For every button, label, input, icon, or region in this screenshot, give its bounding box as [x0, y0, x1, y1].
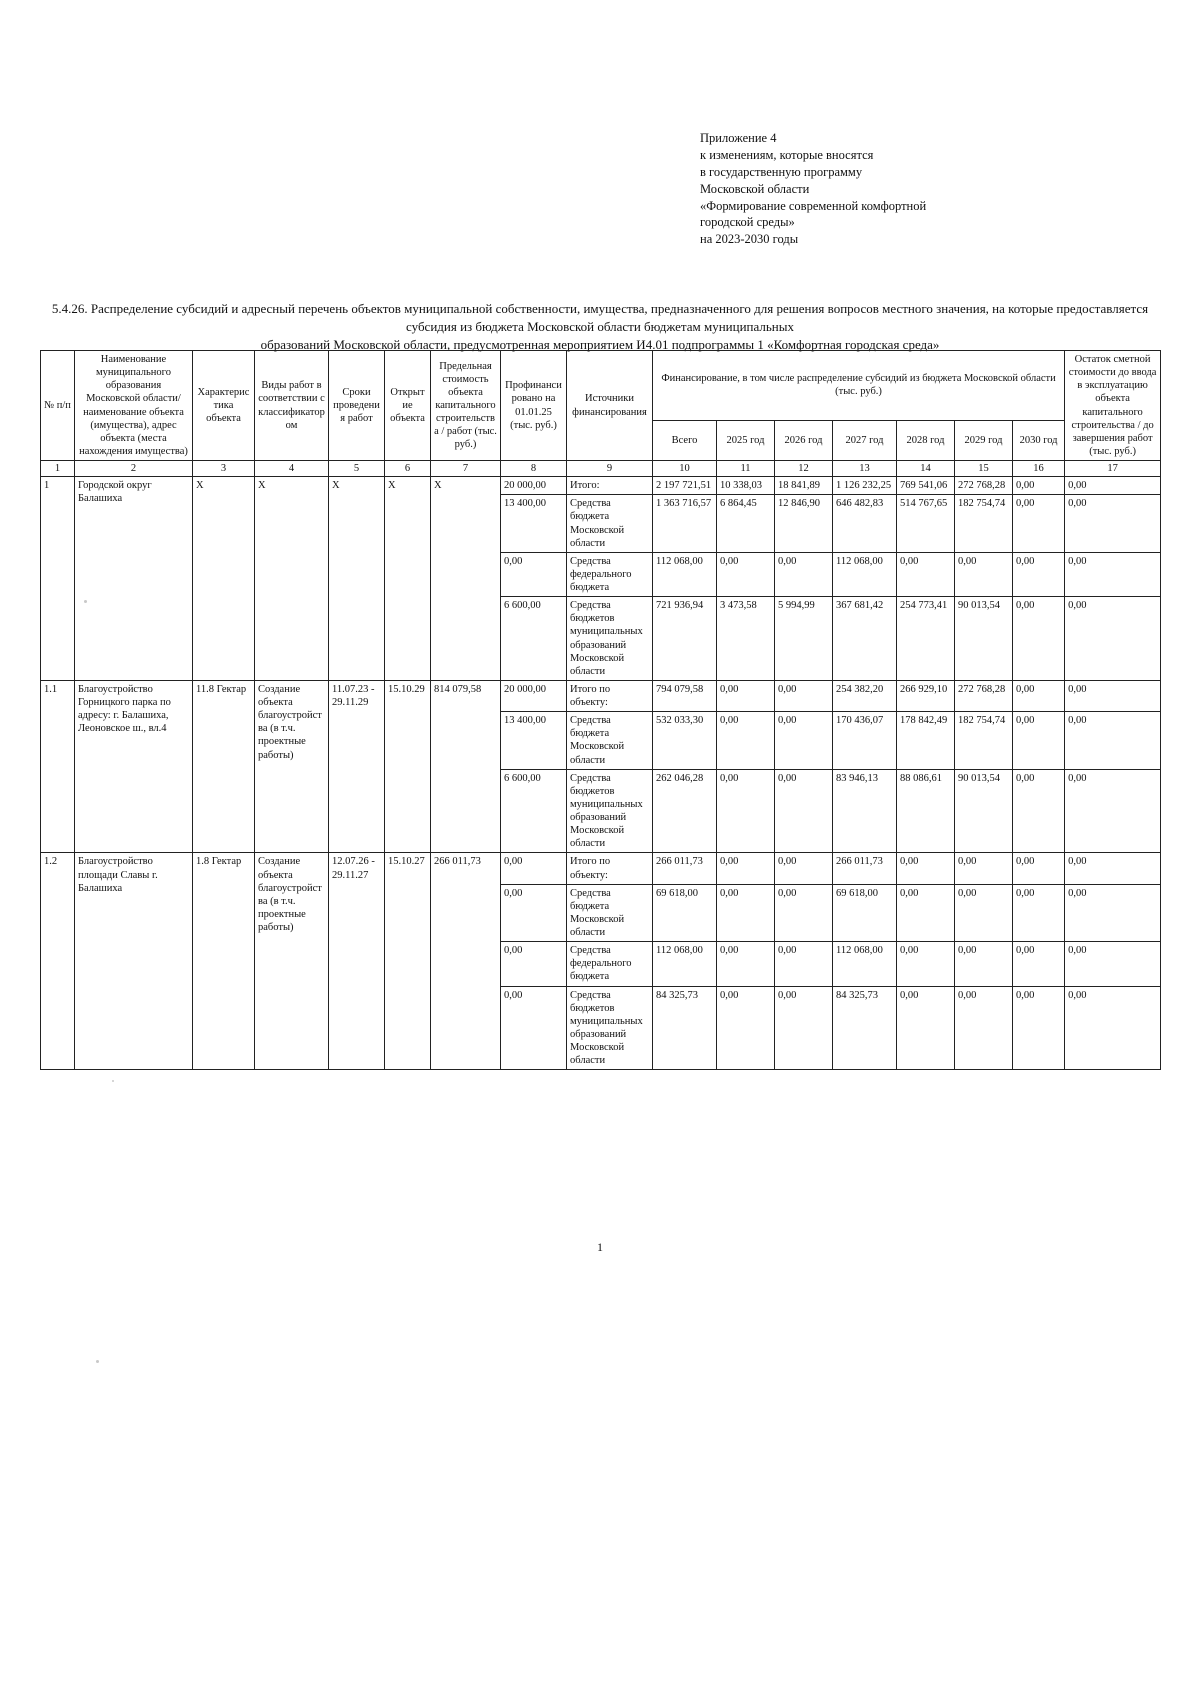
year-2026-value: 0,00: [775, 884, 833, 942]
year-2026-value: 0,00: [775, 769, 833, 853]
year-2025-value: 0,00: [717, 942, 775, 986]
year-2026-value: 0,00: [775, 552, 833, 596]
header-total: Всего: [653, 420, 717, 460]
year-2025-value: 10 338,03: [717, 477, 775, 495]
appendix-line: к изменениям, которые вносятся: [700, 147, 874, 162]
year-2029-value: 182 754,74: [955, 712, 1013, 770]
max-cost: 814 079,58: [431, 680, 501, 853]
page-number: 1: [597, 1240, 603, 1254]
year-2030-value: 0,00: [1013, 853, 1065, 884]
header-max-cost: Предельная стоимость объекта капитального строительства / работ (тыс. руб.): [431, 351, 501, 461]
year-2029-value: 90 013,54: [955, 769, 1013, 853]
header-remainder: Остаток сметной стоимости до ввода в эксплуатацию объекта капитального строительства / до завершения работ (тыс. руб.): [1065, 351, 1161, 461]
column-number: 15: [955, 461, 1013, 477]
year-2030-value: 0,00: [1013, 942, 1065, 986]
column-number: 2: [75, 461, 193, 477]
year-2028-value: 254 773,41: [897, 597, 955, 681]
year-2029-value: 0,00: [955, 942, 1013, 986]
column-number: 12: [775, 461, 833, 477]
appendix-line: городской среды»: [700, 215, 795, 230]
financing-source: Средства федерального бюджета: [567, 942, 653, 986]
column-number: 5: [329, 461, 385, 477]
year-2026-value: 12 846,90: [775, 495, 833, 553]
column-number: 1: [41, 461, 75, 477]
object-characteristic: 11.8 Гектар: [193, 680, 255, 853]
financing-source: Итого по объекту:: [567, 853, 653, 884]
year-2026-value: 0,00: [775, 853, 833, 884]
year-2030-value: 0,00: [1013, 597, 1065, 681]
year-2028-value: 0,00: [897, 942, 955, 986]
column-number-row: [41, 461, 1161, 477]
max-cost: 266 011,73: [431, 853, 501, 1070]
remainder-value: 0,00: [1065, 495, 1161, 553]
row-number: 1: [41, 477, 75, 681]
object-opening: X: [385, 477, 431, 681]
year-2027-value: 112 068,00: [833, 942, 897, 986]
year-2028-value: 769 541,06: [897, 477, 955, 495]
year-2026-value: 0,00: [775, 942, 833, 986]
row-number: 1.1: [41, 680, 75, 853]
remainder-value: 0,00: [1065, 712, 1161, 770]
remainder-value: 0,00: [1065, 884, 1161, 942]
table-body: [41, 461, 1161, 1070]
year-2030-value: 0,00: [1013, 712, 1065, 770]
year-2025-value: 6 864,45: [717, 495, 775, 553]
column-number: 10: [653, 461, 717, 477]
year-2027-value: 646 482,83: [833, 495, 897, 553]
year-2027-value: 1 126 232,25: [833, 477, 897, 495]
column-number: 9: [567, 461, 653, 477]
year-2027-value: 84 325,73: [833, 986, 897, 1070]
appendix-block: [700, 130, 1140, 248]
work-terms: 11.07.23 - 29.11.29: [329, 680, 385, 853]
year-2030-value: 0,00: [1013, 986, 1065, 1070]
year-2028-value: 0,00: [897, 884, 955, 942]
table-row: [41, 853, 1161, 884]
financing-source: Средства бюджета Московской области: [567, 712, 653, 770]
financing-source: Средства бюджета Московской области: [567, 884, 653, 942]
header-year-2026: 2026 год: [775, 420, 833, 460]
year-2028-value: 178 842,49: [897, 712, 955, 770]
work-terms: 12.07.26 - 29.11.27: [329, 853, 385, 1070]
year-2030-value: 0,00: [1013, 495, 1065, 553]
column-number: 8: [501, 461, 567, 477]
year-2025-value: 0,00: [717, 769, 775, 853]
year-2027-value: 367 681,42: [833, 597, 897, 681]
total-value: 112 068,00: [653, 552, 717, 596]
year-2028-value: 0,00: [897, 552, 955, 596]
total-value: 532 033,30: [653, 712, 717, 770]
total-value: 266 011,73: [653, 853, 717, 884]
year-2029-value: 272 768,28: [955, 680, 1013, 711]
subsidy-table: [40, 350, 1161, 1070]
prefinanced-value: 20 000,00: [501, 680, 567, 711]
year-2028-value: 0,00: [897, 986, 955, 1070]
year-2027-value: 254 382,20: [833, 680, 897, 711]
remainder-value: 0,00: [1065, 769, 1161, 853]
total-value: 84 325,73: [653, 986, 717, 1070]
year-2027-value: 83 946,13: [833, 769, 897, 853]
prefinanced-value: 13 400,00: [501, 495, 567, 553]
prefinanced-value: 0,00: [501, 942, 567, 986]
header-terms: Сроки проведения работ: [329, 351, 385, 461]
object-opening: 15.10.29: [385, 680, 431, 853]
remainder-value: 0,00: [1065, 552, 1161, 596]
work-type: X: [255, 477, 329, 681]
title-line-1: 5.4.26. Распределение субсидий и адресный перечень объектов муниципальной собственности, имущества, предназначенного для решения вопросов местного значения, на которые предоставляется субсидия из бюджета Московской области бюджетам муниципальных: [51, 301, 1149, 335]
max-cost: X: [431, 477, 501, 681]
header-year-2025: 2025 год: [717, 420, 775, 460]
column-number: 4: [255, 461, 329, 477]
work-type: Создание объекта благоустройства (в т.ч. проектные работы): [255, 680, 329, 853]
table-row: [41, 680, 1161, 711]
year-2025-value: 0,00: [717, 552, 775, 596]
year-2026-value: 0,00: [775, 680, 833, 711]
year-2025-value: 3 473,58: [717, 597, 775, 681]
object-name: Благоустройство Горницкого парка по адресу: г. Балашиха, Леоновское ш., вл.4: [75, 680, 193, 853]
remainder-value: 0,00: [1065, 942, 1161, 986]
header-year-2029: 2029 год: [955, 420, 1013, 460]
year-2025-value: 0,00: [717, 884, 775, 942]
year-2025-value: 0,00: [717, 712, 775, 770]
column-number: 13: [833, 461, 897, 477]
year-2025-value: 0,00: [717, 680, 775, 711]
total-value: 721 936,94: [653, 597, 717, 681]
year-2028-value: 514 767,65: [897, 495, 955, 553]
year-2026-value: 0,00: [775, 986, 833, 1070]
year-2026-value: 18 841,89: [775, 477, 833, 495]
object-name: Городской округ Балашиха: [75, 477, 193, 681]
year-2029-value: 0,00: [955, 986, 1013, 1070]
year-2025-value: 0,00: [717, 986, 775, 1070]
object-characteristic: X: [193, 477, 255, 681]
year-2027-value: 170 436,07: [833, 712, 897, 770]
header-prefinanced: Профинансировано на 01.01.25 (тыс. руб.): [501, 351, 567, 461]
year-2026-value: 0,00: [775, 712, 833, 770]
financing-source: Средства бюджетов муниципальных образований Московской области: [567, 597, 653, 681]
row-number: 1.2: [41, 853, 75, 1070]
document-title: [40, 300, 1160, 355]
total-value: 69 618,00: [653, 884, 717, 942]
header-sources: Источники финансирования: [567, 351, 653, 461]
header-name: Наименование муниципального образования Московской области/наименование объекта (имущества), адрес объекта (места нахождения имущества): [75, 351, 193, 461]
prefinanced-value: 0,00: [501, 552, 567, 596]
year-2027-value: 69 618,00: [833, 884, 897, 942]
header-year-2028: 2028 год: [897, 420, 955, 460]
year-2027-value: 112 068,00: [833, 552, 897, 596]
prefinanced-value: 6 600,00: [501, 597, 567, 681]
year-2028-value: 0,00: [897, 853, 955, 884]
financing-source: Средства бюджетов муниципальных образований Московской области: [567, 769, 653, 853]
total-value: 2 197 721,51: [653, 477, 717, 495]
object-opening: 15.10.27: [385, 853, 431, 1070]
column-number: 17: [1065, 461, 1161, 477]
column-number: 14: [897, 461, 955, 477]
year-2028-value: 266 929,10: [897, 680, 955, 711]
remainder-value: 0,00: [1065, 853, 1161, 884]
financing-source: Итого по объекту:: [567, 680, 653, 711]
total-value: 794 079,58: [653, 680, 717, 711]
total-value: 112 068,00: [653, 942, 717, 986]
title-line-2: образований Московской области, предусмотренная мероприятием И4.01 подпрограммы 1 «Комфортная городская среда»: [260, 337, 940, 353]
appendix-line: Приложение 4: [700, 131, 777, 145]
scan-speck: [96, 1360, 99, 1363]
header-year-2027: 2027 год: [833, 420, 897, 460]
total-value: 262 046,28: [653, 769, 717, 853]
prefinanced-value: 20 000,00: [501, 477, 567, 495]
remainder-value: 0,00: [1065, 477, 1161, 495]
column-number: 7: [431, 461, 501, 477]
object-name: Благоустройство площади Славы г. Балашиха: [75, 853, 193, 1070]
year-2028-value: 88 086,61: [897, 769, 955, 853]
remainder-value: 0,00: [1065, 597, 1161, 681]
year-2030-value: 0,00: [1013, 552, 1065, 596]
prefinanced-value: 6 600,00: [501, 769, 567, 853]
header-financing-group: Финансирование, в том числе распределение субсидий из бюджета Московской области (тыс. руб.): [653, 351, 1065, 421]
financing-source: Средства федерального бюджета: [567, 552, 653, 596]
year-2030-value: 0,00: [1013, 884, 1065, 942]
year-2030-value: 0,00: [1013, 769, 1065, 853]
year-2029-value: 90 013,54: [955, 597, 1013, 681]
total-value: 1 363 716,57: [653, 495, 717, 553]
year-2025-value: 0,00: [717, 853, 775, 884]
header-num: № п/п: [41, 351, 75, 461]
appendix-line: на 2023-2030 годы: [700, 232, 799, 247]
year-2029-value: 182 754,74: [955, 495, 1013, 553]
column-number: 11: [717, 461, 775, 477]
table-row: [41, 477, 1161, 495]
financing-source: Итого:: [567, 477, 653, 495]
financing-source: Средства бюджета Московской области: [567, 495, 653, 553]
scan-speck: [112, 1080, 114, 1082]
year-2029-value: 272 768,28: [955, 477, 1013, 495]
header-characteristic: Характеристика объекта: [193, 351, 255, 461]
year-2029-value: 0,00: [955, 552, 1013, 596]
prefinanced-value: 0,00: [501, 884, 567, 942]
column-number: 16: [1013, 461, 1065, 477]
year-2026-value: 5 994,99: [775, 597, 833, 681]
work-terms: X: [329, 477, 385, 681]
appendix-line: «Формирование современной комфортной: [700, 198, 927, 213]
remainder-value: 0,00: [1065, 680, 1161, 711]
appendix-line: в государственную программу: [700, 164, 863, 179]
prefinanced-value: 0,00: [501, 853, 567, 884]
year-2029-value: 0,00: [955, 884, 1013, 942]
year-2030-value: 0,00: [1013, 680, 1065, 711]
header-work-type: Виды работ в соответствии с классификатором: [255, 351, 329, 461]
prefinanced-value: 0,00: [501, 986, 567, 1070]
object-characteristic: 1.8 Гектар: [193, 853, 255, 1070]
column-number: 3: [193, 461, 255, 477]
appendix-line: Московской области: [700, 181, 810, 196]
remainder-value: 0,00: [1065, 986, 1161, 1070]
column-number: 6: [385, 461, 431, 477]
year-2029-value: 0,00: [955, 853, 1013, 884]
work-type: Создание объекта благоустройства (в т.ч. проектные работы): [255, 853, 329, 1070]
header-year-2030: 2030 год: [1013, 420, 1065, 460]
prefinanced-value: 13 400,00: [501, 712, 567, 770]
year-2027-value: 266 011,73: [833, 853, 897, 884]
year-2030-value: 0,00: [1013, 477, 1065, 495]
header-opening: Открытие объекта: [385, 351, 431, 461]
financing-source: Средства бюджетов муниципальных образований Московской области: [567, 986, 653, 1070]
